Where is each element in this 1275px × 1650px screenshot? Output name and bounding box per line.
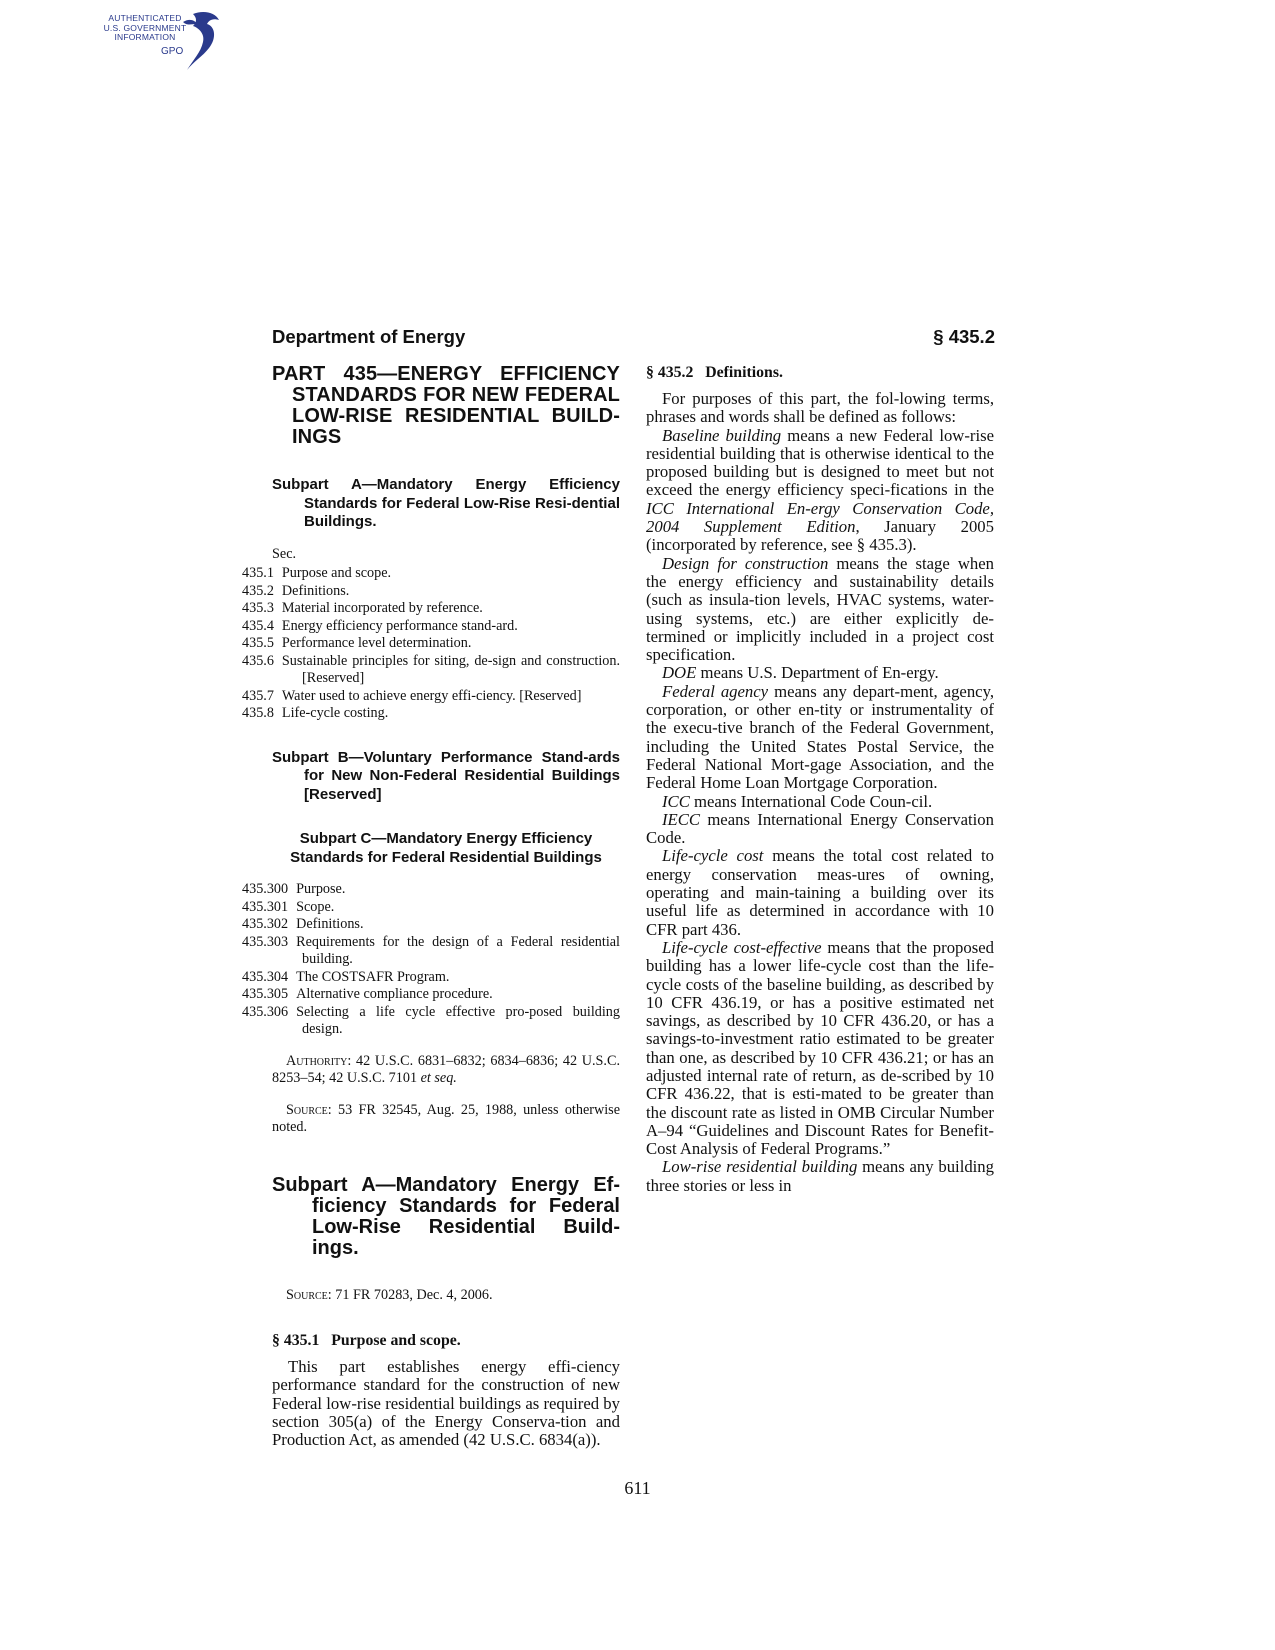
definition-baseline-building: Baseline building means a new Federal low-rise residential building that is otherwise identical to the proposed building but is designed to meet but not exceed the energy efficiency speci-fications in the ICC International En-ergy Conservation Code, 2004 Supplement Edition, January 2005 (incorporated by reference, see § 435.3). (646, 425, 995, 555)
sec-label: Sec. (272, 545, 297, 562)
running-head-right: § 435.2 (933, 326, 995, 347)
source-note: Source: 53 FR 32545, Aug. 25, 1988, unless otherwise noted. (272, 1101, 620, 1135)
toc-item: 435.4 Energy efficiency performance stand-ard. (242, 617, 518, 634)
toc-item: 435.304 The COSTSAFR Program. (242, 968, 450, 985)
toc-item: 435.5 Performance level determination. (242, 635, 472, 651)
logo-gpo-text: GPO (161, 46, 184, 57)
subpart-c-heading: Subpart C—Mandatory Energy Efficiency Standards for Federal Residential Buildings (290, 830, 602, 866)
part-title: PART 435—ENERGY EFFICIENCY STANDARDS FOR NEW FEDERAL LOW-RISE RESIDENTIAL BUILD-INGS (272, 363, 620, 448)
definitions-intro: For purposes of this part, the fol-lowing terms, phrases and words shall be defined as follows: (646, 389, 994, 427)
subpart-a-toc-heading: Subpart A—Mandatory Energy Efficiency Standards for Federal Low-Rise Resi-dential Buildings. (272, 476, 620, 530)
toc-item: 435.8 Life-cycle costing. (242, 705, 389, 721)
section-435-1-text: This part establishes energy effi-ciency performance standard for the construction of new Federal low-rise residential buildings as required by section 305(a) of the Energy Conserva-tion and Production Act, as amended (42 U.S.C. 6834(a)). (272, 1357, 620, 1450)
definition-design-for-construction: Design for construction means the stage when the energy efficiency and sustainability details (such as insula-tion levels, HVAC systems, water-using systems, etc.) are either explicitly de-termined or implicitly included in a project cost specification. (646, 553, 995, 665)
gpo-authenticated-logo (95, 8, 230, 76)
authority-note: Authority: 42 U.S.C. 6831–6832; 6834–6836; 42 U.S.C. 8253–54; 42 U.S.C. 7101 et seq. (272, 1052, 620, 1086)
definition-icc: ICC means International Code Coun-cil. (662, 791, 933, 811)
definition-low-rise-residential-building: Low-rise residential building means any building three stories or less in (646, 1157, 994, 1195)
subpart-a-heading: Subpart A—Mandatory Energy Ef-ficiency Standards for Federal Low-Rise Residential Build-ings. (272, 1173, 620, 1259)
logo-line-3: INFORMATION (114, 32, 176, 42)
eagle-icon (163, 8, 229, 78)
toc-item: 435.302 Definitions. (242, 916, 364, 932)
page-number: 611 (624, 1478, 651, 1498)
toc-item: 435.6 Sustainable principles for siting, de-sign and construction. [Reserved] (242, 652, 620, 686)
toc-item: 435.1 Purpose and scope. (242, 565, 392, 581)
section-435-2-heading: § 435.2 Definitions. (646, 364, 783, 381)
section-435-1-heading: § 435.1 Purpose and scope. (272, 1332, 461, 1349)
toc-subpart-c (242, 881, 620, 1039)
definition-doe: DOE means U.S. Department of En-ergy. (662, 663, 939, 683)
logo-line-2: U.S. GOVERNMENT (103, 22, 187, 33)
subpart-a-source-note: Source: 71 FR 70283, Dec. 4, 2006. (286, 1286, 493, 1303)
running-head-left: Department of Energy (272, 326, 466, 347)
logo-line-1: AUTHENTICATED (108, 13, 182, 23)
toc-subpart-a (242, 565, 620, 723)
toc-item: 435.300 Purpose. (242, 881, 346, 897)
toc-item: 435.306 Selecting a life cycle effective pro-posed building design. (242, 1003, 620, 1037)
toc-item: 435.303 Requirements for the design of a Federal residential building. (242, 933, 620, 967)
definition-life-cycle-cost-effective: Life-cycle cost-effective means that the proposed building has a lower life-cycle cost than the life-cycle costs of the baseline building, as described by 10 CFR 436.19, or has a positive estimated net savings, as described by 10 CFR 436.20, or has a savings-to-investment ratio estimated to be greater than one, as described by 10 CFR 436.21; or has an adjusted internal rate of return, as de-scribed by 10 CFR 436.22, that is esti-mated to be greater than the discount rate as listed in OMB Circular Number A–94 “Guidelines and Discount Rates for Benefit-Cost Analysis of Federal Programs.” (646, 937, 994, 1159)
left-column (242, 363, 620, 1450)
toc-item: 435.2 Definitions. (242, 582, 350, 599)
toc-item: 435.7 Water used to achieve energy effi-ciency. [Reserved] (242, 687, 582, 704)
definition-life-cycle-cost: Life-cycle cost means the total cost related to energy conservation meas-ures of owning, operating and main-taining a building over its useful life as determined in accordance with 10 CFR part 436. (646, 846, 994, 939)
right-column (646, 364, 994, 1195)
definition-federal-agency: Federal agency means any depart-ment, agency, corporation, or other en-tity or instrumentality of the execu-tive branch of the Federal Government, including the United States Postal Service, the Federal National Mort-gage Association, and the Federal Home Loan Mortgage Corporation. (646, 681, 994, 793)
toc-item: 435.3 Material incorporated by reference. (242, 600, 483, 616)
subpart-b-heading: Subpart B—Voluntary Performance Stand-ards for New Non-Federal Residential Buildings [Reserved] (272, 748, 620, 803)
toc-item: 435.305 Alternative compliance procedure. (242, 986, 493, 1002)
toc-item: 435.301 Scope. (242, 898, 335, 915)
definition-iecc: IECC means International Energy Conservation Code. (646, 809, 994, 848)
